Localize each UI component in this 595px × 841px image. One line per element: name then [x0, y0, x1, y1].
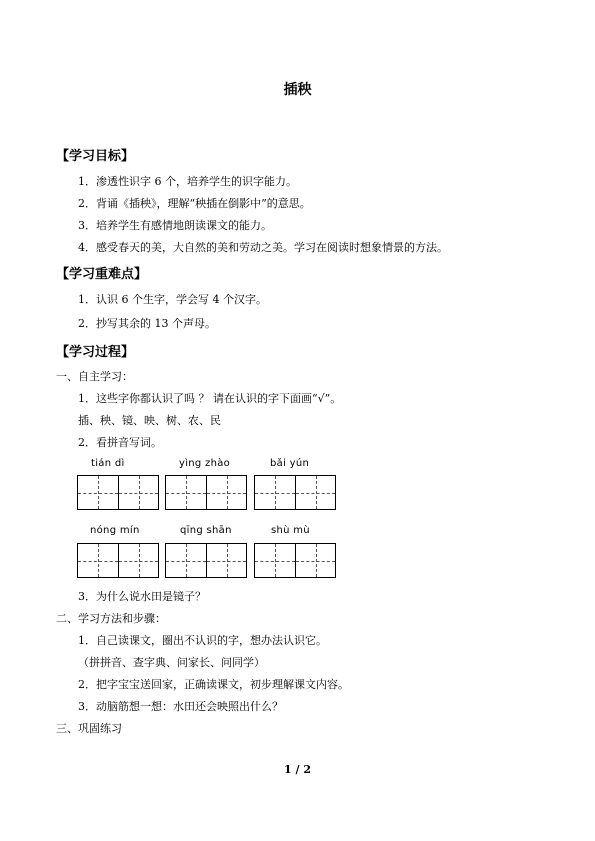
writing-cell	[78, 476, 118, 509]
goals-heading: 【学习目标】	[56, 149, 135, 164]
part1-label: 一、自主学习：	[56, 370, 133, 383]
part3-label: 三、巩固练习	[56, 722, 122, 735]
writing-cell	[206, 476, 246, 509]
part2-label: 二、学习方法和步骤：	[56, 612, 166, 625]
key-points-heading: 【学习重难点】	[56, 267, 148, 282]
writing-cell	[295, 476, 335, 509]
question-2: 2．看拼音写词。	[78, 436, 162, 449]
pinyin-qing-shan: qīng shān	[180, 525, 232, 536]
writing-grid-tian-di	[77, 475, 159, 510]
pinyin-tian-di: tián dì	[91, 458, 125, 469]
goal-item-1: 1．渗透性识字 6 个，培养学生的识字能力。	[78, 175, 297, 188]
step-1-note: （拼拼音、查字典、问家长、问同学）	[78, 656, 265, 669]
writing-grid-shu-mu	[254, 543, 336, 578]
writing-cell	[166, 544, 206, 577]
pinyin-ying-zhao: yìng zhào	[179, 458, 231, 469]
character-list: 插、秧、镜、映、树、农、民	[78, 414, 221, 427]
writing-cell	[255, 544, 295, 577]
writing-grid-nong-min	[77, 543, 159, 578]
writing-cell	[78, 544, 118, 577]
goal-item-3: 3．培养学生有感情地朗读课文的能力。	[78, 219, 272, 232]
process-heading: 【学习过程】	[56, 345, 135, 360]
goal-item-2: 2．背诵《插秧》，理解“秧插在倒影中”的意思。	[78, 197, 311, 210]
page-title: 插秧	[283, 82, 312, 98]
goal-item-4: 4．感受春天的美，大自然的美和劳动之美。学习在阅读时想象情景的方法。	[78, 241, 448, 254]
question-1: 1．这些字你都认识了吗 ？ 请在认识的字下面画“√”。	[78, 392, 342, 405]
writing-cell	[118, 544, 158, 577]
pinyin-shu-mu: shù mù	[271, 525, 310, 536]
writing-cell	[206, 544, 246, 577]
writing-cell	[255, 476, 295, 509]
writing-grid-bai-yun	[254, 475, 336, 510]
pinyin-bai-yun: bǎi yún	[270, 458, 310, 469]
pinyin-nong-min: nóng mín	[90, 525, 140, 536]
writing-grid-qing-shan	[165, 543, 247, 578]
key-point-item-1: 1．认识 6 个生字，学会写 4 个汉字。	[78, 293, 267, 306]
step-3: 3．动脑筋想一想：水田还会映照出什么？	[78, 700, 283, 713]
writing-cell	[118, 476, 158, 509]
step-2: 2．把字宝宝送回家，正确读课文，初步理解课文内容。	[78, 678, 349, 691]
writing-cell	[295, 544, 335, 577]
page-number: 1 / 2	[284, 763, 311, 776]
step-1: 1．自己读课文，圈出不认识的字，想办法认识它。	[78, 634, 327, 647]
writing-cell	[166, 476, 206, 509]
writing-grid-ying-zhao	[165, 475, 247, 510]
key-point-item-2: 2．抄写其余的 13 个声母。	[78, 317, 216, 330]
question-3: 3．为什么说水田是镜子？	[78, 590, 206, 603]
